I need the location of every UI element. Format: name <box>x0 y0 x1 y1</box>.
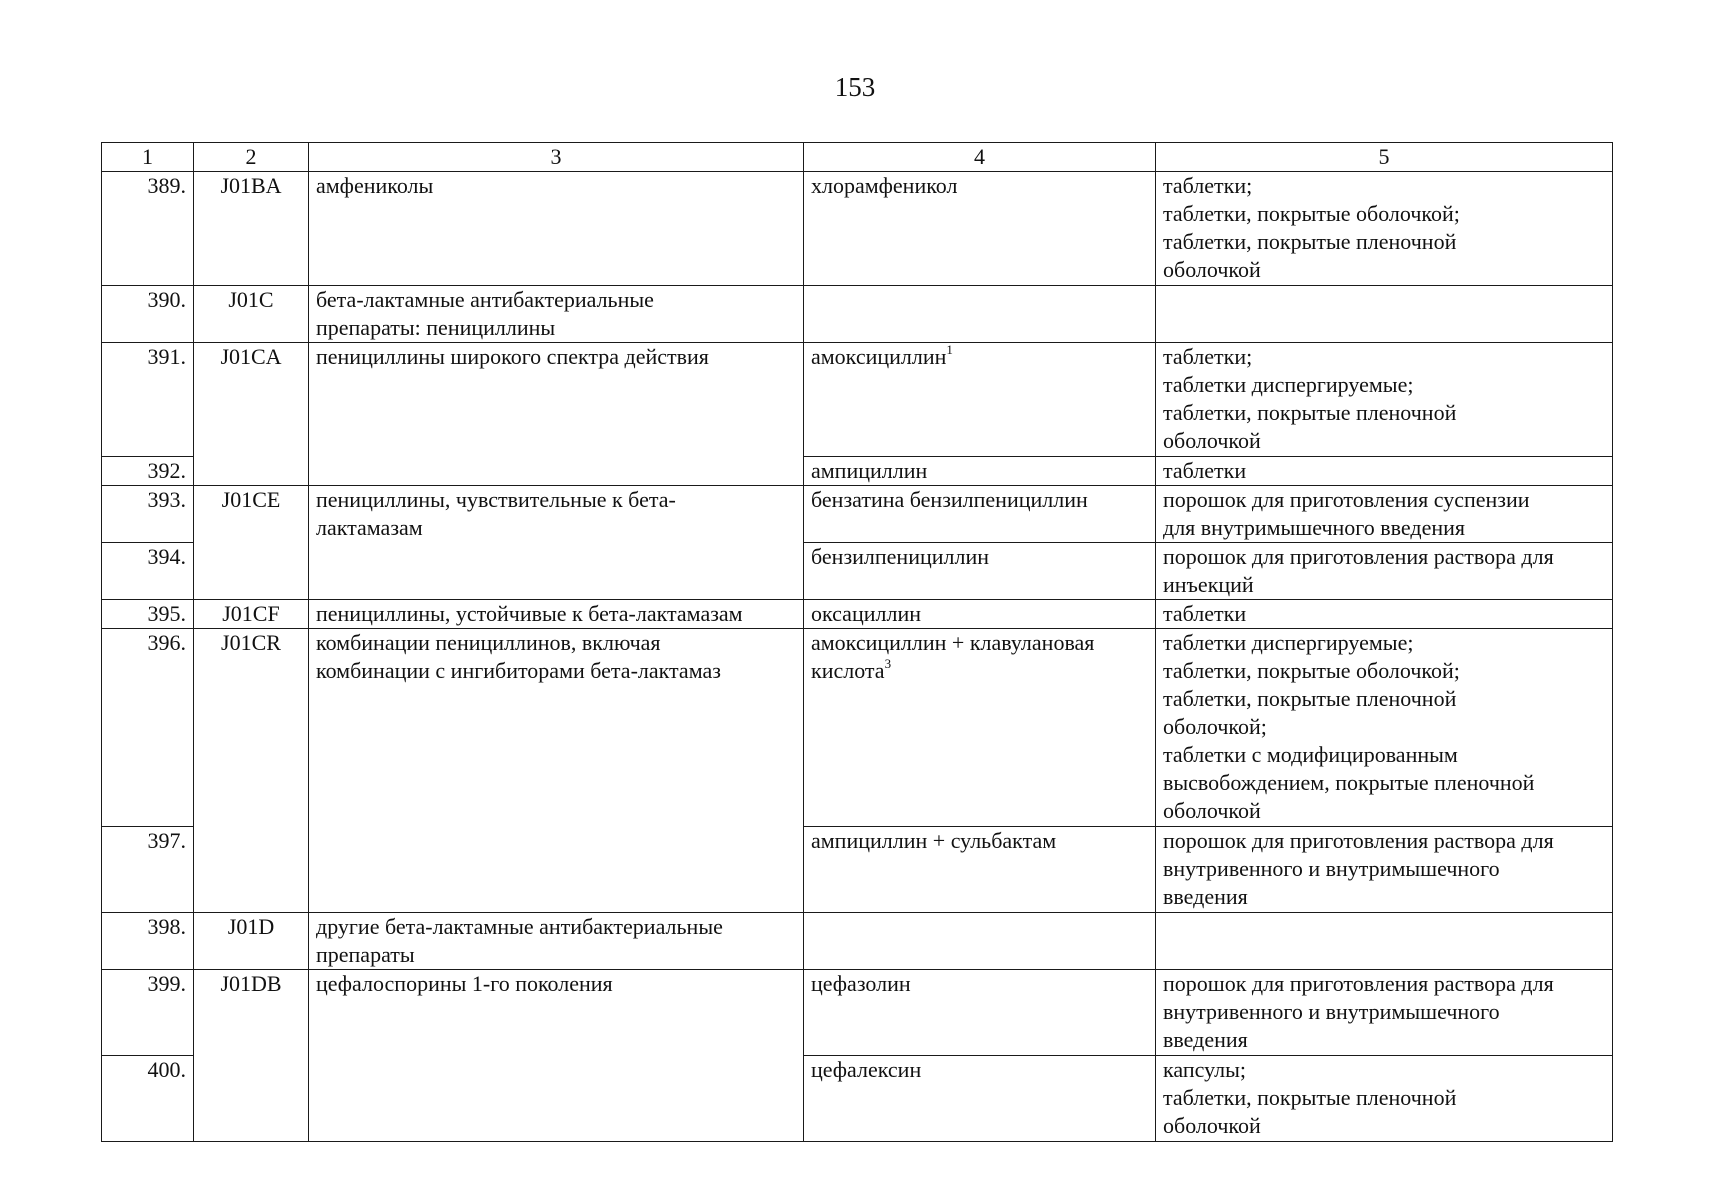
dosage-form-line: капсулы; <box>1163 1057 1246 1082</box>
dosage-form-line: таблетки с модифицированным <box>1163 742 1458 767</box>
group-name: цефалоспорины 1-го поколения <box>309 970 804 1142</box>
group-name-line: препараты: пенициллины <box>316 315 556 340</box>
drug-name: ампициллин + сульбактам <box>804 827 1156 913</box>
drug-name-text: амоксициллин <box>811 344 947 369</box>
dosage-forms <box>1156 486 1613 543</box>
atc-code: J01D <box>194 913 309 970</box>
drug-name: бензилпенициллин <box>804 543 1156 600</box>
dosage-form-line: введения <box>1163 884 1248 909</box>
drug-name-text: кислота <box>811 658 885 683</box>
row-number: 396. <box>102 629 194 827</box>
dosage-form-line: таблетки, покрытые оболочкой; <box>1163 658 1460 683</box>
column-header: 4 <box>804 143 1156 172</box>
dosage-form-line: порошок для приготовления суспензии <box>1163 487 1530 512</box>
dosage-form-line: таблетки, покрытые пленочной <box>1163 229 1457 254</box>
table-row <box>102 343 1613 457</box>
dosage-forms <box>1156 913 1613 970</box>
table-row <box>102 970 1613 1056</box>
dosage-forms <box>1156 827 1613 913</box>
drug-name: цефазолин <box>804 970 1156 1056</box>
atc-code: J01CR <box>194 629 309 913</box>
table-row <box>102 286 1613 343</box>
row-number: 390. <box>102 286 194 343</box>
dosage-forms <box>1156 457 1613 486</box>
drug-name: хлорамфеникол <box>804 172 1156 286</box>
table-row <box>102 486 1613 543</box>
drug-name: ампициллин <box>804 457 1156 486</box>
column-header: 5 <box>1156 143 1613 172</box>
row-number: 394. <box>102 543 194 600</box>
dosage-forms <box>1156 286 1613 343</box>
dosage-forms <box>1156 629 1613 827</box>
dosage-form-line: оболочкой <box>1163 1113 1261 1138</box>
group-name <box>309 913 804 970</box>
dosage-form-line: таблетки; <box>1163 344 1253 369</box>
dosage-forms <box>1156 970 1613 1056</box>
dosage-form-line: высвобождением, покрытые пленочной <box>1163 770 1535 795</box>
group-name-line: комбинации с ингибиторами бета-лактамаз <box>316 658 721 683</box>
dosage-form-line: таблетки, покрытые пленочной <box>1163 1085 1457 1110</box>
dosage-form-line: оболочкой; <box>1163 714 1267 739</box>
dosage-form-line: для внутримышечного введения <box>1163 515 1466 540</box>
row-number: 397. <box>102 827 194 913</box>
row-number: 389. <box>102 172 194 286</box>
group-name <box>309 286 804 343</box>
dosage-form-line: таблетки диспергируемые; <box>1163 372 1414 397</box>
row-number: 395. <box>102 600 194 629</box>
dosage-forms <box>1156 172 1613 286</box>
dosage-form-line: таблетки, покрытые пленочной <box>1163 400 1457 425</box>
dosage-forms <box>1156 1056 1613 1142</box>
dosage-form-line: внутривенного и внутримышечного <box>1163 856 1500 881</box>
dosage-form-line: таблетки, покрытые пленочной <box>1163 686 1457 711</box>
dosage-form-line: внутривенного и внутримышечного <box>1163 999 1500 1024</box>
table-row <box>102 913 1613 970</box>
column-header: 1 <box>102 143 194 172</box>
group-name-line: комбинации пенициллинов, включая <box>316 630 661 655</box>
group-name: амфениколы <box>309 172 804 286</box>
dosage-form-line: порошок для приготовления раствора для <box>1163 971 1554 996</box>
table-row <box>102 172 1613 286</box>
row-number: 400. <box>102 1056 194 1142</box>
drug-table <box>101 142 1613 1142</box>
dosage-forms <box>1156 343 1613 457</box>
row-number: 393. <box>102 486 194 543</box>
dosage-form-line: таблетки, покрытые оболочкой; <box>1163 201 1460 226</box>
table-header-row <box>102 143 1613 172</box>
drug-name-line <box>811 657 1148 685</box>
column-header: 3 <box>309 143 804 172</box>
group-name <box>309 629 804 913</box>
group-name-line: другие бета-лактамные антибактериальные <box>316 914 723 939</box>
group-name <box>309 486 804 600</box>
group-name-line: пенициллины, чувствительные к бета- <box>316 487 676 512</box>
dosage-form-line: порошок для приготовления раствора для <box>1163 828 1554 853</box>
row-number: 398. <box>102 913 194 970</box>
dosage-form-line: оболочкой <box>1163 428 1261 453</box>
drug-name: цефалексин <box>804 1056 1156 1142</box>
atc-code: J01CF <box>194 600 309 629</box>
dosage-form-line: таблетки <box>1163 601 1247 626</box>
group-name <box>309 600 804 629</box>
group-name-line: пенициллины, устойчивые к бета-лактамазам <box>316 601 743 626</box>
page-number: 153 <box>834 72 876 102</box>
column-header: 2 <box>194 143 309 172</box>
row-number: 399. <box>102 970 194 1056</box>
atc-code: J01BA <box>194 172 309 286</box>
drug-name <box>804 343 1156 457</box>
dosage-form-line: оболочкой <box>1163 257 1261 282</box>
group-name-line: препараты <box>316 942 415 967</box>
drug-name <box>804 913 1156 970</box>
drug-name: оксациллин <box>804 600 1156 629</box>
footnote-mark: 3 <box>884 655 892 671</box>
footnote-mark: 1 <box>946 341 953 357</box>
row-number: 391. <box>102 343 194 457</box>
dosage-form-line: таблетки; <box>1163 173 1253 198</box>
dosage-form-line: таблетки диспергируемые; <box>1163 630 1414 655</box>
drug-name-line: амоксициллин + клавулановая <box>811 630 1095 655</box>
atc-code: J01CA <box>194 343 309 486</box>
group-name-line: лактамазам <box>316 515 423 540</box>
group-name: пенициллины широкого спектра действия <box>309 343 804 486</box>
row-number: 392. <box>102 457 194 486</box>
dosage-forms <box>1156 543 1613 600</box>
atc-code: J01C <box>194 286 309 343</box>
drug-name <box>804 286 1156 343</box>
drug-name: бензатина бензилпенициллин <box>804 486 1156 543</box>
atc-code: J01CE <box>194 486 309 600</box>
dosage-forms <box>1156 600 1613 629</box>
dosage-form-line: инъекций <box>1163 572 1254 597</box>
dosage-form-line: введения <box>1163 1027 1248 1052</box>
dosage-form-line: таблетки <box>1163 458 1247 483</box>
table-row <box>102 600 1613 629</box>
group-name-line: бета-лактамные антибактериальные <box>316 287 654 312</box>
drug-name <box>804 629 1156 827</box>
dosage-form-line: порошок для приготовления раствора для <box>1163 544 1554 569</box>
atc-code: J01DB <box>194 970 309 1142</box>
table-row <box>102 629 1613 827</box>
dosage-form-line: оболочкой <box>1163 798 1261 823</box>
